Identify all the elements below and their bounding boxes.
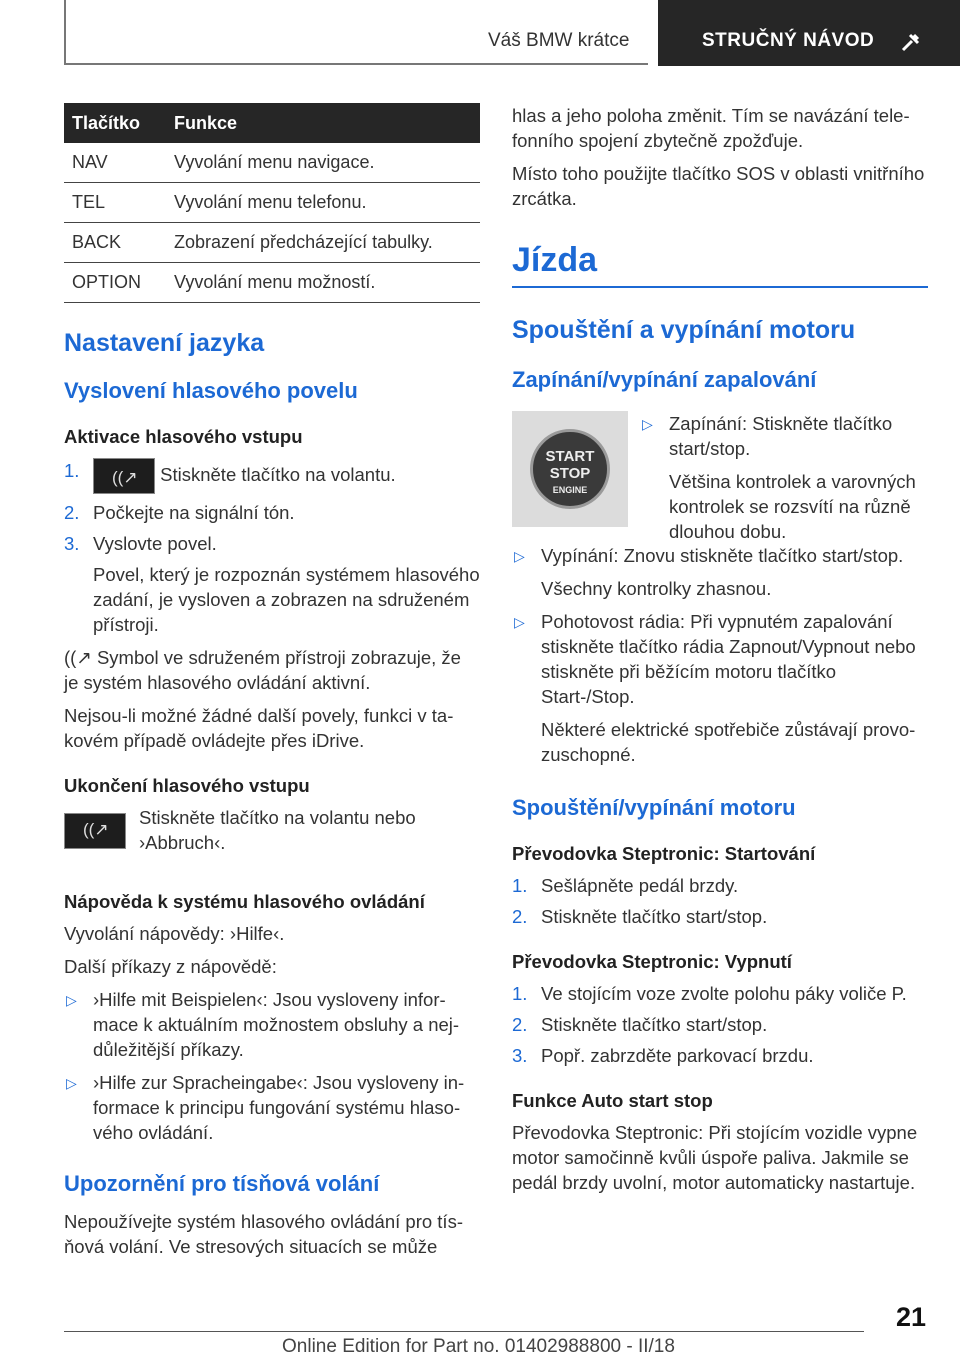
heading-voice-help: Nápověda k systému hlasového ovládání <box>64 891 425 912</box>
list-item: ▷ Vypínání: Znovu stiskněte tlačítko start/stop. <box>512 543 928 568</box>
ignition-on-note: Většina kontrolek a varovných kontrolek se rozsvítí na různě dlouhou dobu. <box>669 471 916 542</box>
bullet-triangle-icon: ▷ <box>66 992 77 1008</box>
footer-edition: Online Edition for Part no. 01402988800 - II/18 <box>282 1336 675 1357</box>
heading-auto-start-stop: Funkce Auto start stop <box>512 1090 713 1111</box>
right-column <box>512 103 928 1203</box>
start-stop-button-image <box>512 411 628 527</box>
table-cell-function: Vyvolání menu telefonu. <box>166 183 480 223</box>
table-cell-function: Vyvolání menu možností. <box>166 263 480 303</box>
list-item: ▷ ›Hilfe mit Beispielen‹: Jsou vysloveny informace k aktuálním možnostem obsluhy a nejdůležitější příkazy. <box>66 989 460 1060</box>
list-item: 3. Popř. zabrzděte parkovací brzdu. <box>512 1045 814 1066</box>
list-item: 2. Počkejte na signální tón. <box>64 502 295 523</box>
list-item: 1. Ve stojícím voze zvolte polohu páky voliče P. <box>512 983 907 1004</box>
heading-steptronic-stop: Převodovka Steptronic: Vypnutí <box>512 951 792 972</box>
heading-end-voice: Ukončení hlasového vstupu <box>64 775 310 796</box>
radio-note: Některé elektrické spotřebiče zůstávají provozuschopné. <box>541 719 916 765</box>
table-header-button: Tlačítko <box>64 103 166 143</box>
button-function-table <box>64 103 480 303</box>
ignition-block <box>512 411 928 542</box>
step-text: Počkejte na signální tón. <box>93 502 295 523</box>
list-item: 1. Sešlápněte pedál brzdy. <box>512 875 739 896</box>
heading-activate-voice: Aktivace hlasového vstupu <box>64 426 303 447</box>
heading-voice-command: Vyslovení hlasového povelu <box>64 378 358 403</box>
header-chapter-tab[interactable] <box>658 0 960 66</box>
table-row <box>64 183 480 223</box>
emergency-text: Nepoužívejte systém hlasového ovládání pro tísňová volání. Ve stresových situacích se může <box>64 1211 463 1257</box>
heading-language: Nastavení jazyka <box>64 329 265 357</box>
bullet-triangle-icon: ▷ <box>642 416 653 432</box>
ignition-off-note: Všechny kontrolky zhasnou. <box>541 578 772 599</box>
page-number: 21 <box>896 1302 927 1332</box>
list-item: 2. Stiskněte tlačítko start/stop. <box>512 1014 768 1035</box>
header-rule-bottom <box>64 63 648 65</box>
bullet-triangle-icon: ▷ <box>514 614 525 630</box>
list-item: ▷ ›Hilfe zur Spracheingabe‹: Jsou vysloveny informace k principu fungování systému hlasového ovládání. <box>66 1072 465 1143</box>
left-column <box>64 103 480 1267</box>
table-cell-key: NAV <box>64 143 166 183</box>
heading-emergency: Upozornění pro tísňová volání <box>64 1171 380 1196</box>
table-cell-key: TEL <box>64 183 166 223</box>
quick-guide-icon <box>900 31 922 53</box>
no-command-note: Nejsou-li možné žádné další povely, funkci v takovém případě ovládejte přes iDrive. <box>64 705 454 751</box>
header-section-title: Váš BMW krátce <box>488 30 630 51</box>
header-chapter-label: STRUČNÝ NÁVOD <box>702 30 875 51</box>
footer-rule <box>64 1331 864 1332</box>
list-item: ▷ Pohotovost rádia: Při vypnutém zapalování stiskněte tlačítko rádia Zapnout/Vypnout nebo stiskněte při běžícím motoru tlačítko Start-/Stop. <box>514 611 916 707</box>
step-text: Vyslovte povel. <box>93 533 217 554</box>
voice-symbol-icon: ((↗ <box>64 647 92 668</box>
help-call: Vyvolání nápovědy: ›Hilfe‹. <box>64 923 285 944</box>
table-cell-key: OPTION <box>64 263 166 303</box>
table-cell-key: BACK <box>64 223 166 263</box>
bullet-triangle-icon: ▷ <box>66 1075 77 1091</box>
table-row <box>64 143 480 183</box>
table-cell-function: Vyvolání menu navigace. <box>166 143 480 183</box>
table-row <box>64 223 480 263</box>
table-row <box>64 263 480 303</box>
heading-engine-on-off: Spouštění/vypínání motoru <box>512 795 796 820</box>
end-voice-text: Stiskněte tlačítko na volantu nebo ›Abbruch‹. <box>139 807 416 853</box>
help-more: Další příkazy z nápovědě: <box>64 956 277 977</box>
list-item: 3. Vyslovte povel. <box>64 533 217 554</box>
heading-steptronic-start: Převodovka Steptronic: Startování <box>512 843 816 864</box>
heading-engine-start-stop: Spouštění a vypínání motoru <box>512 316 856 344</box>
start-stop-engine-icon: START STOP ENGINE <box>530 429 610 509</box>
step-text: Stiskněte tlačítko na volantu. <box>160 463 396 485</box>
sos-text: Místo toho použijte tlačítko SOS v oblasti vnitřního zrcátka. <box>512 163 925 209</box>
table-cell-function: Zobrazení předcházející tabulky. <box>166 223 480 263</box>
bullet-triangle-icon: ▷ <box>514 548 525 564</box>
voice-button-icon: ((↗ <box>64 813 126 849</box>
heading-ignition: Zapínání/vypínání zapalování <box>512 367 817 392</box>
step-note: Povel, který je rozpoznán systémem hlasového zadání, je vysloven a zobrazen na sdruženém přístroji. <box>93 564 480 635</box>
auto-start-stop-text: Převodovka Steptronic: Při stojícím vozidle vypne motor samočinně kvůli úspoře paliva. Jakmile se pedál brzdy uvolní, motor automaticky nastartuje. <box>512 1122 918 1193</box>
symbol-note: ((↗ Symbol ve sdruženém přístroji zobrazuje, že je systém hlasového ovládání aktivní. <box>64 647 461 693</box>
list-item: 1. ((↗ Stiskněte tlačítko na volantu. <box>64 458 480 494</box>
heading-driving: Jízda <box>512 241 928 288</box>
continued-text: hlas a jeho poloha změnit. Tím se navázání telefonního spojení zbytečně zpožďuje. <box>512 105 910 151</box>
list-item: ▷ Zapínání: Stiskněte tlačítko start/stop. <box>642 413 893 459</box>
end-voice-block <box>64 805 480 869</box>
header-rule-left <box>64 0 66 64</box>
table-header-function: Funkce <box>166 103 480 143</box>
list-item: 2. Stiskněte tlačítko start/stop. <box>512 906 768 927</box>
voice-button-icon: ((↗ <box>93 458 155 494</box>
